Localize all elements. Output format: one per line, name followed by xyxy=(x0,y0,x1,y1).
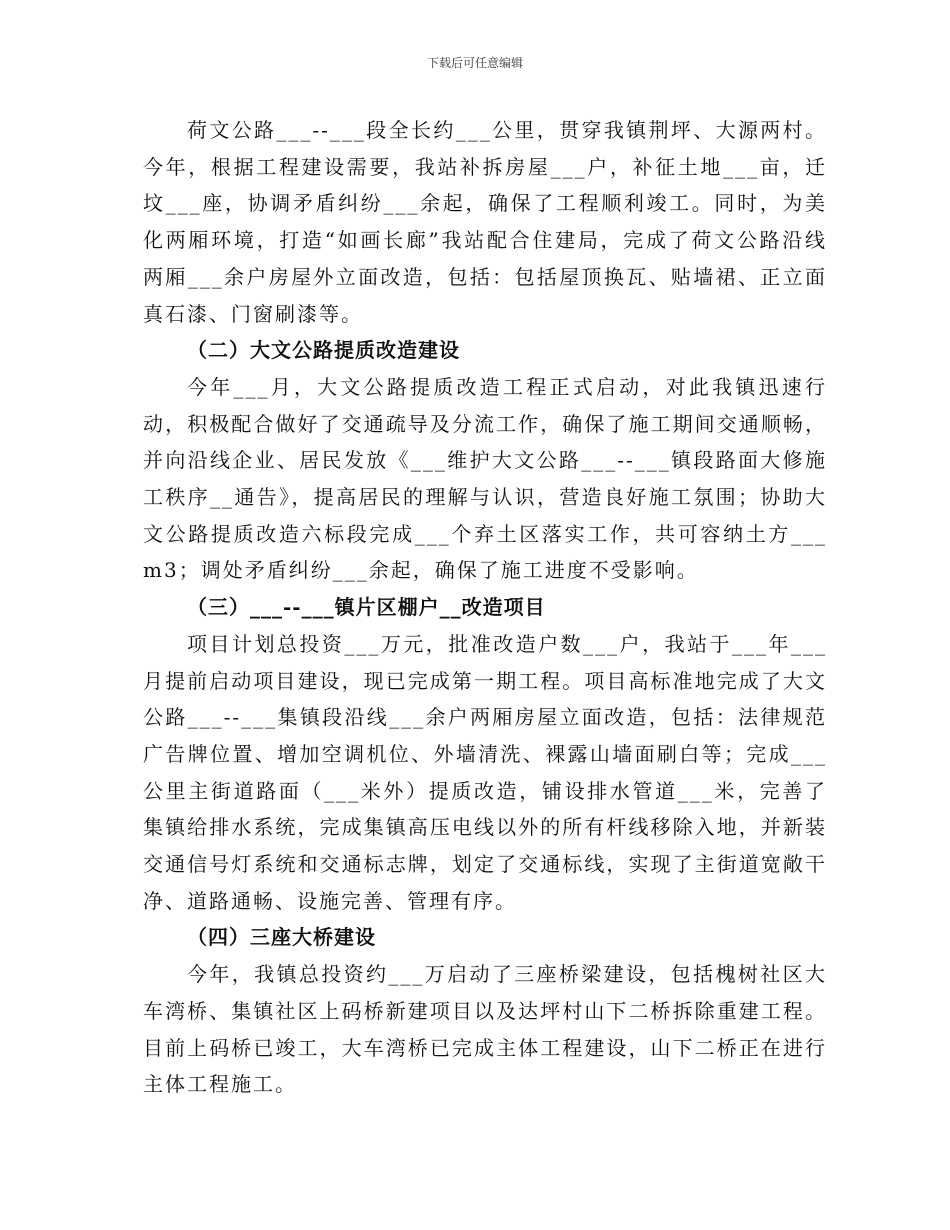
document-body xyxy=(143,112,827,1103)
section-heading-dawen-road: （二）大文公路提质改造建设 xyxy=(187,338,460,363)
paragraph-hewen-road: 荷文公路___--___段全长约___公里，贯穿我镇荆坪、大源两村。今年，根据工程建设需要，我站补拆房屋___户，补征土地___亩，迁坟___座，协调矛盾纠纷___余起，确保了工程顺利竣工。同时，为美化两厢环境，打造“如画长廊”我站配合住建局，完成了荷文公路沿线两厢___余户房屋外立面改造，包括：包括屋顶换瓦、贴墙裙、正立面真石漆、门窗刷漆等。 xyxy=(143,118,827,326)
section-heading-three-bridges: （四）三座大桥建设 xyxy=(187,925,376,950)
page-header: 下载后可任意编辑 xyxy=(426,56,523,70)
section-heading-shanty-renovation: （三）___--___镇片区棚户__改造项目 xyxy=(187,595,546,620)
paragraph-dawen-road: 今年___月，大文公路提质改造工程正式启动，对此我镇迅速行动，积极配合做好了交通疏导及分流工作，确保了施工期间交通顺畅，并向沿线企业、居民发放《___维护大文公路___--___镇段路面大修施工秩序__通告》，提高居民的理解与认识，营造良好施工氛围；协助大文公路提质改造六标段完成___个弃土区落实工作，共可容纳土方___m3；调处矛盾纠纷___余起，确保了施工进度不受影响。 xyxy=(143,374,827,583)
paragraph-three-bridges: 今年，我镇总投资约___万启动了三座桥梁建设，包括槐树社区大车湾桥、集镇社区上码桥新建项目以及达坪村山下二桥拆除重建工程。目前上码桥已竣工，大车湾桥已完成主体工程建设，山下二桥正在进行主体工程施工。 xyxy=(143,962,827,1097)
paragraph-shanty-renovation: 项目计划总投资___万元，批准改造户数___户，我站于___年___月提前启动项目建设，现已完成第一期工程。项目高标准地完成了大文公路___--___集镇段沿线___余户两厢房屋立面改造，包括：法律规范广告牌位置、增加空调机位、外墙清洗、裸露山墙面刷白等；完成___公里主街道路面（___米外）提质改造，铺设排水管道___米，完善了集镇给排水系统，完成集镇高压电线以外的所有杆线移除入地，并新装交通信号灯系统和交通标志牌，划定了交通标线，实现了主街道宽敞干净、道路通畅、设施完善、管理有序。 xyxy=(143,631,827,913)
